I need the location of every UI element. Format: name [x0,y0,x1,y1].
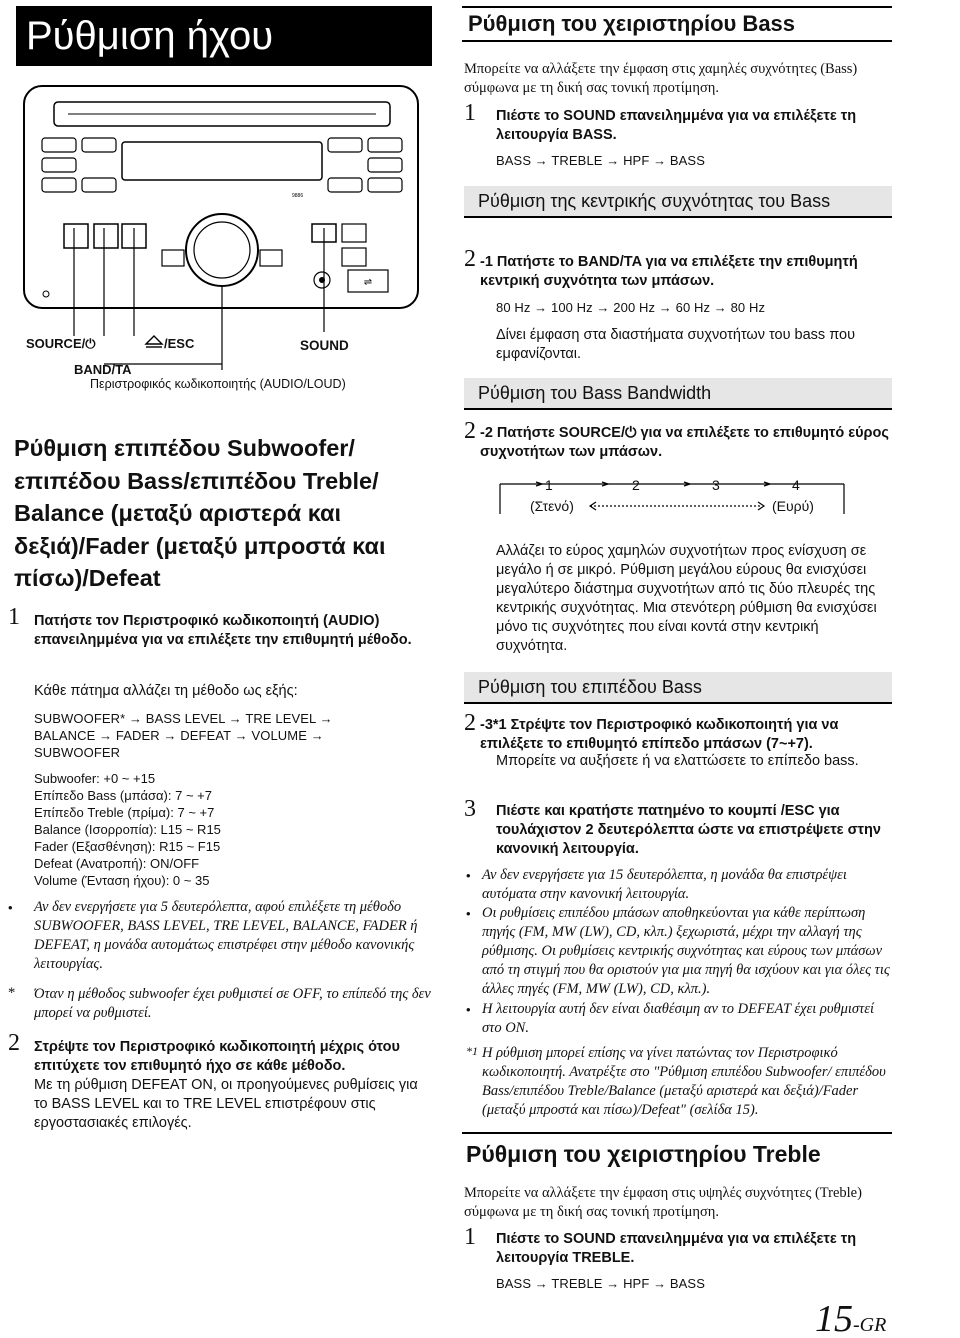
eject-icon [144,334,164,348]
bass-step22-text: -2 Πατήστε SOURCE/⏻ για να επιλέξετε το επιθυμητό εύρος συχνοτήτων των μπάσων. [480,425,889,460]
bandwidth-value: 4 [792,477,800,493]
bandwidth-value: 1 [545,477,553,493]
bass-section-heading: Ρύθμιση του χειριστηρίου Bass [462,6,892,42]
range-item: Fader (Εξασθένηση): R15 ~ F15 [34,839,221,854]
treble-step1-text: Πιέστε το SOUND επανειλημμένα για να επιλέξετε τη λειτουργία TREBLE. [496,1231,857,1266]
range-item: Volume (Ένταση ήχου): 0 ~ 35 [34,873,210,888]
bandwidth-description: Αλλάζει το εύρος χαμηλών συχνοτήτων προς ενίσχυση σε μεγάλο ή σε μικρό. Ρύθμιση μεγάλου εύρους θα ενισχύσει μεγαλύτερο διάστημα συχνοτήτων από τις δύο πλευρές της κεντρικής συχνότητας. Μια στενότερη ρύθμιση θα ενισχύσει μόνο τις συχνότητες που είναι κοντά στην κεντρική συχνότητα. [496,543,877,654]
usb-icon: ⇌ [363,277,373,288]
left-step1-text: Πατήστε τον Περιστροφικό κωδικοποιητή (AUDIO) επανειλημμένα για να επιλέξετε την επιθυμητή μέθοδο. [34,613,412,648]
page-number [815,1300,886,1338]
bass-step23-text: -3*1 Στρέψτε τον Περιστροφικό κωδικοποιητή για να επιλέξετε το επιθυμητό επίπεδο μπάσων (7~+7). [480,717,839,752]
range-item: Επίπεδο Bass (μπάσα): 7 ~ +7 [34,788,212,803]
bandwidth-narrow-label: (Στενό) [530,498,574,514]
preset-button [42,178,76,192]
left-step2-number: 2 [8,1030,20,1056]
bass-step22-number: 2 [464,418,476,444]
subheading-bandwidth: Ρύθμιση του Bass Bandwidth [464,378,892,410]
label-sound: SOUND [300,338,349,353]
label-encoder: Περιστροφικός κωδικοποιητής (AUDIO/LOUD) [90,377,346,391]
footnote-mark: *1 [466,1044,478,1058]
page-title: Ρύθμιση ήχου [16,6,432,66]
bass-step3-number: 3 [464,796,476,822]
range-item: Επίπεδο Treble (πρίμα): 7 ~ +7 [34,805,215,820]
bass-bullet: Η λειτουργία αυτή δεν είναι διαθέσιμη αν το DEFEAT έχει ρυθμιστεί στο ON. [482,1001,874,1036]
treble-intro: Μπορείτε να αλλάξετε την έμφαση στις υψηλές συχνότητες (Treble) σύμφωνα με τη δική σας τονική προτίμηση. [464,1185,862,1220]
subheading-center-frequency: Ρύθμιση της κεντρικής συχνότητας του Bass [464,186,892,218]
bass-step21-number: 2 [464,246,476,272]
bass-step23-number: 2 [464,710,476,736]
preset-button [42,158,76,172]
device-face-text: 9886 [292,193,304,199]
bass-bullet: Οι ρυθμίσεις επιπέδου μπάσων αποθηκεύονται για κάθε περίπτωση πηγής (FM, MW (LW), CD, κλπ.) ξεχωριστά, μέχρι την αλλαγή της ρύθμισης. Οι ρυθμίσεις κεντρικής συχνότητας και εύρους των μπάσων από τη στιγμή που θα οριστούν για μια πηγή θα ισχύουν και για όλες τις άλλες πηγές (FM, MW (LW), CD, κλπ.). [482,905,890,997]
preset-button [42,138,76,152]
left-step1-sub: Κάθε πάτημα αλλάζει τη μέθοδο ως εξής: [34,683,298,699]
bullet-icon: • [8,900,13,915]
label-source: SOURCE/⏻ [26,336,96,351]
sequence-line: SUBWOOFER* → BASS LEVEL → TRE LEVEL → [34,711,333,726]
center-frequency-sequence: 80 Hz → 100 Hz → 200 Hz → 60 Hz → 80 Hz [496,300,766,315]
treble-step1-number: 1 [464,1224,476,1250]
asterisk-icon: * [8,985,16,1001]
bullet-icon: • [466,868,471,883]
left-step2-sub: Με τη ρύθμιση DEFEAT ON, οι προηγούμενες ρυθμίσεις για το BASS LEVEL και το TRE LEVEL επιστρέφουν στις εργοστασιακές επιλογές. [34,1077,418,1131]
bandwidth-wide-label: (Ευρύ) [772,498,814,514]
treble-section-heading: Ρύθμιση του χειριστηρίου Treble [462,1132,892,1172]
callout-lines [0,228,440,378]
page-number-suffix: -GR [853,1314,887,1336]
page-number-value: 15 [815,1298,853,1338]
left-bullet-note: Αν δεν ενεργήσετε για 5 δευτερόλεπτα, αφού επιλέξετε τη μέθοδο SUBWOOFER, BASS LEVEL, TRE LEVEL, BALANCE, FADER ή DEFEAT, η μονάδα αυτομάτως επιστρέφει στην μέθοδο κανονικής λειτουργίας. [34,899,418,972]
bass-step1-text: Πιέστε το SOUND επανειλημμένα για να επιλέξετε τη λειτουργία BASS. [496,108,857,143]
sequence-line: BALANCE → FADER → DEFEAT → VOLUME → [34,728,324,743]
left-star-note: Όταν η μέθοδος subwoofer έχει ρυθμιστεί σε OFF, το επίπεδό της δεν μπορεί να ρυθμιστεί. [34,986,431,1021]
bass-footnote: Η ρύθμιση μπορεί επίσης να γίνει πατώντας τον Περιστροφικό κωδικοποιητή. Ανατρέξτε στο "Ρύθμιση επιπέδου Subwoofer/ επιπέδου Bass/επιπέδου Treble/Balance (μεταξύ αριστερά και δεξιά)/Fader (μεταξύ μπροστά και πίσω)/Defeat" (σελίδα 15). [482,1045,886,1118]
bass-step23-sub: Μπορείτε να αυξήσετε ή να ελαττώσετε το επίπεδο bass. [496,753,859,769]
label-band: BAND/TA [74,362,132,377]
treble-mode-sequence: BASS → TREBLE → HPF → BASS [496,1276,705,1291]
bass-step21-sub: Δίνει έμφαση στα διαστήματα συχνοτήτων του bass που εμφανίζονται. [496,327,855,362]
range-item: Defeat (Ανατροπή): ON/OFF [34,856,200,871]
bandwidth-value: 2 [632,477,640,493]
preset-button [368,178,402,192]
bass-step3-text: Πιέστε και κρατήστε πατημένο το κουμπί /ESC για τουλάχιστον 2 δευτερόλεπτα ώστε να επιστρέψετε στην κανονική λειτουργία. [496,803,881,857]
sequence-line: SUBWOOFER [34,745,121,760]
subheading-bass-level: Ρύθμιση του επιπέδου Bass [464,672,892,704]
display-window [122,142,322,180]
bass-step21-text: -1 Πατήστε το BAND/TA για να επιλέξετε την επιθυμητή κεντρική συχνότητα των μπάσων. [480,254,858,289]
bandwidth-value: 3 [712,477,720,493]
range-item: Balance (Ισορροπία): L15 ~ R15 [34,822,221,837]
bullet-icon: • [466,906,471,921]
range-item: Subwoofer: +0 ~ +15 [34,771,156,786]
bass-intro: Μπορείτε να αλλάξετε την έμφαση στις χαμηλές συχνότητες (Bass) σύμφωνα με τη δική σας τονική προτίμηση. [464,61,858,96]
left-step1-number: 1 [8,604,20,630]
bass-mode-sequence: BASS → TREBLE → HPF → BASS [496,153,705,168]
left-section-heading: Ρύθμιση επιπέδου Subwoofer/ επιπέδου Bass/επιπέδου Treble/ Balance (μεταξύ αριστερά και δεξιά)/Fader (μεταξύ μπροστά και πίσω)/Defeat [14,435,386,591]
left-step2-text: Στρέψτε τον Περιστροφικό κωδικοποιητή μέχρις ότου επιτύχετε τον επιθυμητό ήχο σε κάθε μέθοδο. [34,1039,400,1074]
bullet-icon: • [466,1002,471,1017]
preset-button [368,158,402,172]
preset-button [368,138,402,152]
label-esc: /ESC [164,336,195,351]
bass-bullet: Αν δεν ενεργήσετε για 15 δευτερόλεπτα, η μονάδα θα επιστρέψει αυτόματα στην κανονική λειτουργία. [482,867,847,902]
bass-step1-number: 1 [464,100,476,126]
